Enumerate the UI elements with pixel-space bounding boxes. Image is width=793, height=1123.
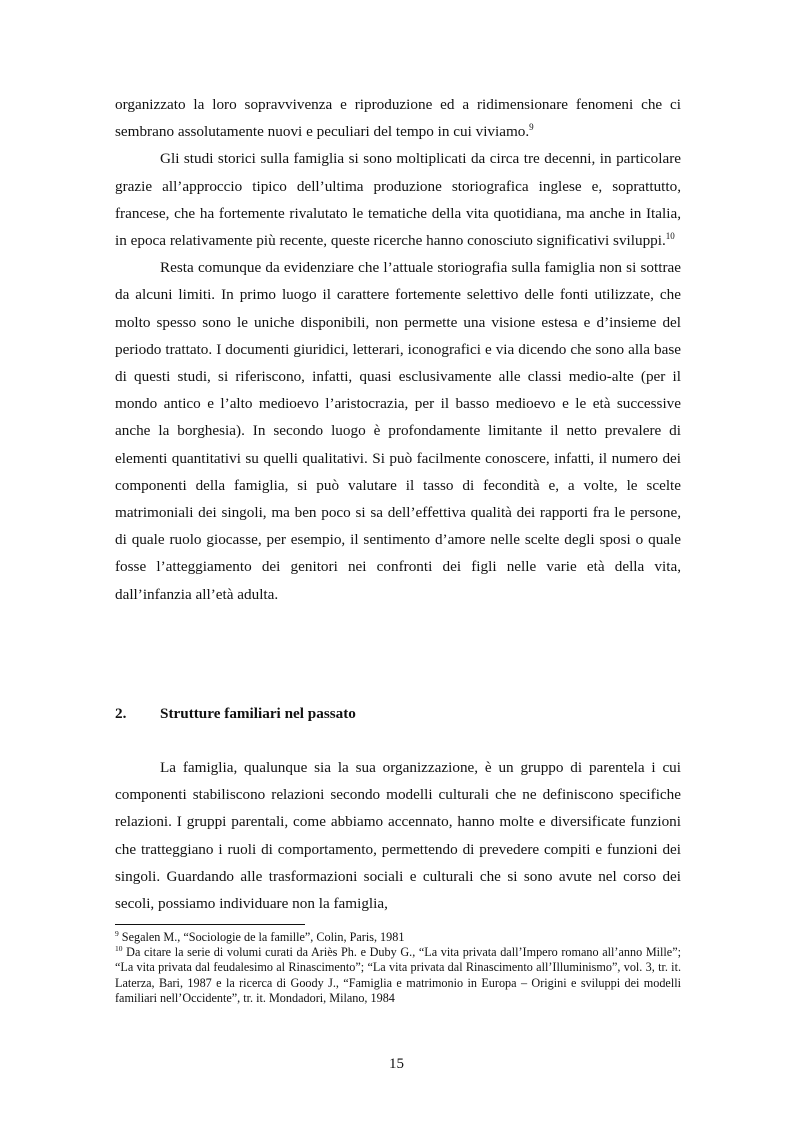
paragraph-storiografia-limiti: Resta comunque da evidenziare che l’attuale storiografia sulla famiglia non si sottrae da alcuni limiti. In primo luogo il carattere fortemente selettivo delle fonti utilizzate, che molto spesso sono le uniche disponibili, non permette una visione estesa e d’insieme del periodo trattato. I documenti giuridici, letterari, iconografici e via dicendo che sono alla base di questi studi, si riferiscono, infatti, quasi esclusivamente alle classi medio-alte (per il mondo antico e l’alto medioevo l’aristocrazia, per il basso medioevo e le età successive anche la borghesia). In secondo luogo è profondamente limitante il netto prevalere di elementi quantitativi su quelli qualitativi. Si può facilmente conoscere, infatti, il numero dei componenti della famiglia, si può valutare il tasso di fecondità e, a volte, le scelte matrimoniali dei singoli, ma ben poco si sa dell’effettiva qualità dei rapporti fra le persone, di quale ruolo giocasse, per esempio, il sentimento d’amore nelle scelte degli sposi o quale fosse l’atteggiamento dei genitori nei confronti dei figli nelle varie età della vita, dall’infanzia all’età adulta. [115, 259, 681, 603]
footnote-separator [115, 924, 305, 925]
paragraph-continuation: organizzato la loro sopravvivenza e riproduzione ed a ridimensionare fenomeni che ci sembrano assolutamente nuovi e peculiari del tempo in cui viviamo.$^9$ [115, 96, 681, 141]
footnote-9: $^9$ Segalen M., “Sociologie de la famille”, Colin, Paris, 1981 [115, 929, 405, 944]
footnote-ref-10: 10 [665, 231, 675, 242]
section-number: 2. [115, 705, 127, 722]
footnote-10: $^{10}$ Da citare la serie di volumi curati da Ariès Ph. e Duby G., “La vita privata dall’Impero romano all’anno Mille”; “La vita privata dal feudalesimo al Rinascimento”; “La vita privata dal Rinascimento all’Illuminismo”, vol. 3, tr. it. Laterza, Bari, 1987 e la ricerca di Goody J., “Famiglia e matrimonio in Europa – Origini e sviluppi dei modelli familiari nell’Occidente”, tr. it. Mondadori, Milano, 1984 [115, 944, 682, 1005]
footnotes [115, 930, 681, 1006]
footnote-ref-9: 9 [529, 122, 534, 133]
main-text-section [115, 754, 681, 917]
section-heading [115, 700, 681, 727]
section-title: Strutture familiari nel passato [160, 705, 356, 722]
page-number: 15 [389, 1056, 404, 1072]
paragraph-famiglia-parentela: La famiglia, qualunque sia la sua organizzazione, è un gruppo di parentela i cui componenti stabiliscono relazioni secondo modelli culturali che ne definiscono specifiche relazioni. I gruppi parentali, come abbiamo accennato, hanno molte e diversificate funzioni che tratteggiano i ruoli di comportamento, permettendo di prevedere compiti e funzioni dei singoli. Guardando alle trasformazioni sociali e culturali che si sono avute nel corso dei secoli, possiamo individuare non la famiglia, [115, 759, 681, 913]
main-text-top [115, 91, 681, 608]
paragraph-studi-storici: Gli studi storici sulla famiglia si sono moltiplicati da circa tre decenni, in particolare grazie all’approccio tipico dell’ultima produzione storiografica inglese e, soprattutto, francese, che ha fortemente rivalutato le tematiche della vita quotidiana, ma anche in Italia, in epoca relativamente più recente, queste ricerche hanno conosciuto significativi sviluppi.$^{10}$ [115, 150, 681, 250]
